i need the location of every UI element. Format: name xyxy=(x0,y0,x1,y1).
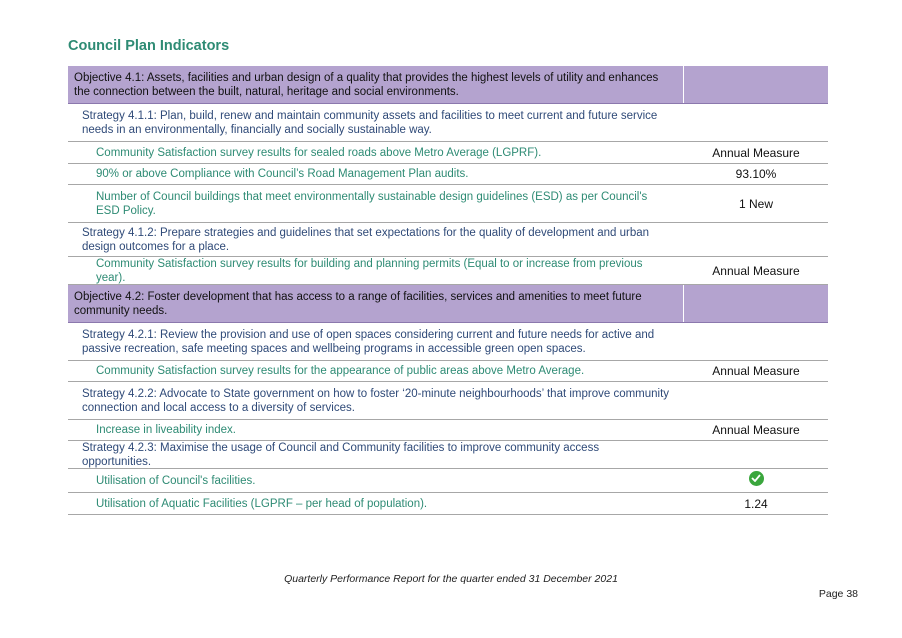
indicator-row xyxy=(68,469,828,493)
strategy-row xyxy=(68,382,828,420)
objective-row xyxy=(68,66,828,104)
strategy-text: Strategy 4.2.1: Review the provision and use of open spaces considering current and future needs for active and passive recreation, safe meeting spaces and wellbeing programs in accessible green open spaces. xyxy=(82,328,655,355)
indicator-value xyxy=(684,469,828,492)
indicator-row xyxy=(68,185,828,223)
indicator-row xyxy=(68,142,828,164)
strategy-value xyxy=(684,223,828,256)
indicator-value: 1.24 xyxy=(744,496,768,511)
strategy-value xyxy=(684,104,828,141)
check-circle-icon xyxy=(749,471,764,486)
indicator-text: Community Satisfaction survey results for the appearance of public areas above Metro Average. xyxy=(96,365,585,377)
report-footer: Quarterly Performance Report for the quarter ended 31 December 2021 xyxy=(284,573,618,585)
indicator-text: Community Satisfaction survey results for building and planning permits (Equal to or increase from previous year). xyxy=(96,257,643,284)
indicator-value: Annual Measure xyxy=(712,364,800,378)
indicator-row xyxy=(68,257,828,285)
page-title: Council Plan Indicators xyxy=(68,38,230,54)
objective-value xyxy=(684,285,828,322)
objective-text: Objective 4.1: Assets, facilities and urban design of a quality that provides the highest levels of utility and enhances the connection between the built, natural, heritage and social environments. xyxy=(68,66,684,103)
indicator-row xyxy=(68,420,828,441)
strategy-value xyxy=(684,323,828,360)
strategy-row xyxy=(68,223,828,257)
indicator-text: Community Satisfaction survey results for sealed roads above Metro Average (LGPRF). xyxy=(96,146,542,159)
indicator-value: Annual Measure xyxy=(712,423,800,437)
strategy-row xyxy=(68,323,828,361)
indicator-value: Annual Measure xyxy=(712,145,800,160)
indicator-row xyxy=(68,493,828,515)
indicator-text: Utilisation of Council's facilities. xyxy=(96,474,256,487)
strategy-value xyxy=(684,382,828,419)
objective-value xyxy=(684,66,828,103)
page-number: Page 38 xyxy=(818,588,858,600)
strategy-text: Strategy 4.1.1: Plan, build, renew and maintain community assets and facilities to meet current and future service needs in an environmentally, financially and socially sustainable way. xyxy=(82,109,658,136)
indicator-value: Annual Measure xyxy=(712,263,800,278)
indicator-text: Number of Council buildings that meet environmentally sustainable design guidelines (ESD) as per Council's ESD Policy. xyxy=(96,190,648,217)
strategy-text: Strategy 4.2.2: Advocate to State government on how to foster ‘20-minute neighbourhoods’ that improve community connection and local access to a diversity of services. xyxy=(82,387,670,414)
indicator-value: 93.10% xyxy=(735,167,777,181)
indicator-text: Increase in liveability index. xyxy=(96,424,236,436)
strategy-row xyxy=(68,104,828,142)
strategy-text: Strategy 4.1.2: Prepare strategies and guidelines that set expectations for the quality of development and urban design outcomes for a place. xyxy=(82,226,650,253)
indicator-text: 90% or above Compliance with Council’s Road Management Plan audits. xyxy=(96,168,469,180)
indicator-row xyxy=(68,361,828,382)
indicator-text: Utilisation of Aquatic Facilities (LGPRF – per head of population). xyxy=(96,497,428,510)
indicator-value: 1 New xyxy=(738,196,773,211)
indicator-row xyxy=(68,164,828,185)
strategy-row xyxy=(68,441,828,469)
status-badge xyxy=(749,471,764,491)
objective-text: Objective 4.2: Foster development that has access to a range of facilities, services and amenities to meet future community needs. xyxy=(68,285,684,322)
objective-row xyxy=(68,285,828,323)
strategy-value xyxy=(684,441,828,468)
indicators-table xyxy=(68,66,828,515)
strategy-text: Strategy 4.2.3: Maximise the usage of Council and Community facilities to improve community access opportunities. xyxy=(82,441,600,468)
